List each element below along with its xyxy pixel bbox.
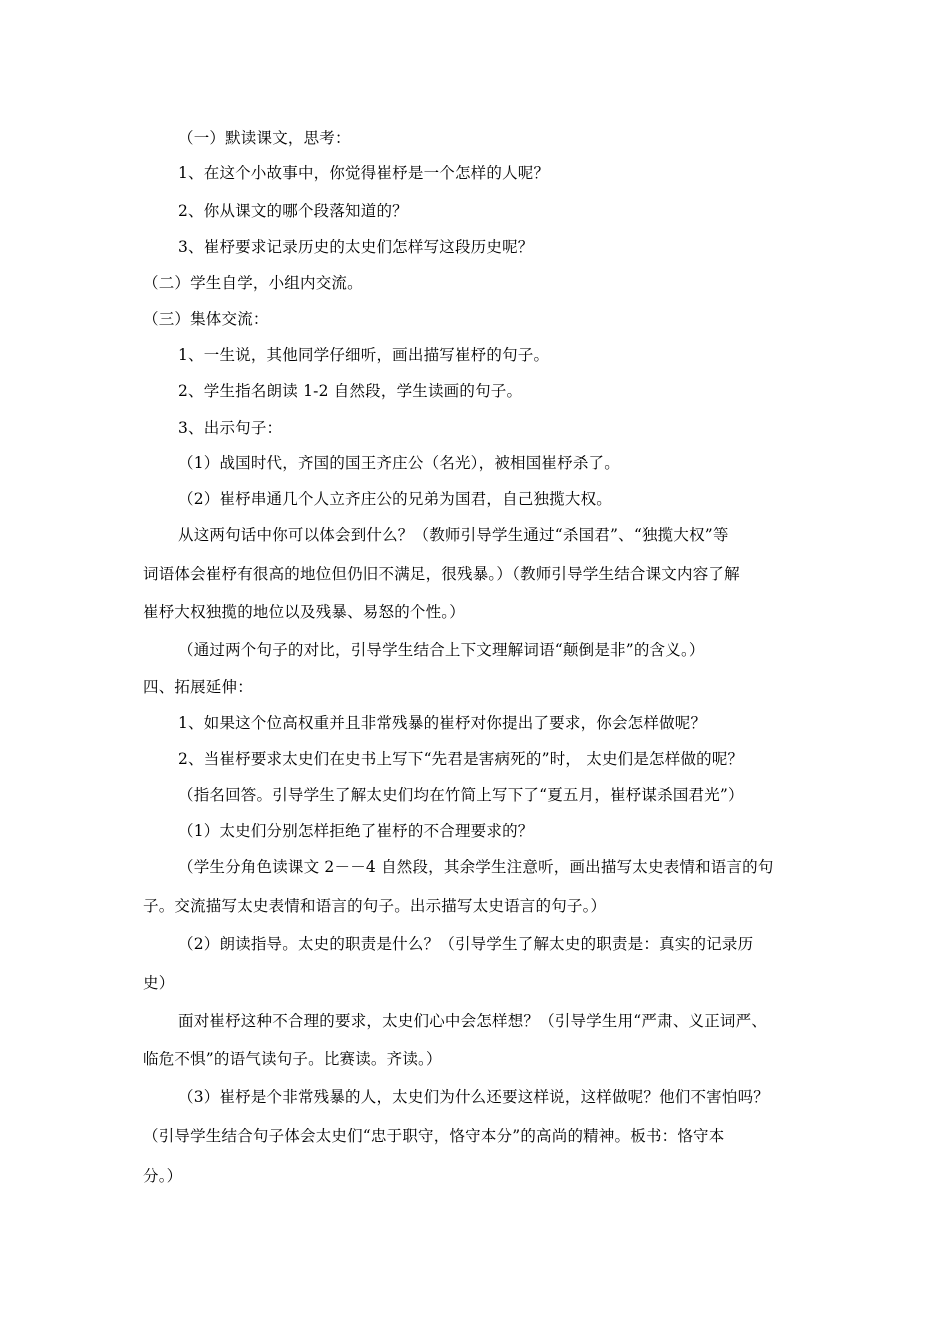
paragraph-line: 分。） xyxy=(143,1167,183,1185)
exchange-step-3: 3、出示句子： xyxy=(178,419,283,437)
paragraph-line: 崔杼大权独揽的地位以及残暴、易怒的个性。） xyxy=(143,603,465,621)
extension-question-2: 2、当崔杼要求太史们在史书上写下“先君是害病死的”时， 太史们是怎样做的呢？ xyxy=(178,750,744,768)
section-heading-extension: 四、拓展延伸： xyxy=(143,678,253,696)
comparison-note: （通过两个句子的对比，引导学生结合上下文理解词语“颠倒是非”的含义。） xyxy=(178,641,705,659)
paragraph-line: 临危不惧”的语气读句子。比赛读。齐读。） xyxy=(143,1050,442,1068)
sub-question-3: （3）崔杼是个非常残暴的人，太史们为什么还要这样说，这样做呢？他们不害怕吗？ xyxy=(178,1088,769,1106)
sentence-1: （1）战国时代，齐国的国王齐庄公（名光），被相国崔杼杀了。 xyxy=(178,454,620,472)
extension-question-1: 1、如果这个位高权重并且非常残暴的崔杼对你提出了要求，你会怎样做呢？ xyxy=(178,714,707,732)
exchange-step-2: 2、学生指名朗读 1-2 自然段，学生读画的句子。 xyxy=(178,382,523,400)
paragraph-line: （引导学生结合句子体会太史们“忠于职守，恪守本分”的高尚的精神。板书：恪守本 xyxy=(143,1127,725,1145)
question-3: 3、崔杼要求记录历史的太史们怎样写这段历史呢？ xyxy=(178,238,534,256)
question-1: 1、在这个小故事中，你觉得崔杼是一个怎样的人呢？ xyxy=(178,164,550,182)
exchange-step-1: 1、一生说，其他同学仔细听，画出描写崔杼的句子。 xyxy=(178,346,550,364)
sub-question-2: （2）朗读指导。太史的职责是什么？（引导学生了解太史的职责是：真实的记录历 xyxy=(178,935,754,953)
paragraph-line: 从这两句话中你可以体会到什么？（教师引导学生通过“杀国君”、“独揽大权”等 xyxy=(178,526,729,544)
paragraph-line: 子。交流描写太史表情和语言的句子。出示描写太史语言的句子。） xyxy=(143,897,607,915)
paragraph-line: 词语体会崔杼有很高的地位但仍旧不满足，很残暴。）（教师引导学生结合课文内容了解 xyxy=(143,565,740,583)
answer-note: （指名回答。引导学生了解太史们均在竹简上写下了“夏五月，崔杼谋杀国君光”） xyxy=(178,786,744,804)
paragraph-line: （学生分角色读课文 2－－4 自然段，其余学生注意听，画出描写太史表情和语言的句 xyxy=(178,858,774,876)
paragraph-line: 史） xyxy=(143,974,175,992)
section-heading-silent-reading: （一）默读课文，思考： xyxy=(178,129,351,147)
question-2: 2、你从课文的哪个段落知道的？ xyxy=(178,202,408,220)
sub-question-1: （1）太史们分别怎样拒绝了崔杼的不合理要求的？ xyxy=(178,822,534,840)
section-heading-self-study: （二）学生自学，小组内交流。 xyxy=(143,274,363,292)
paragraph-line: 面对崔杼这种不合理的要求，太史们心中会怎样想？（引导学生用“严肃、义正词严、 xyxy=(178,1012,768,1030)
sentence-2: （2）崔杼串通几个人立齐庄公的兄弟为国君，自己独揽大权。 xyxy=(178,490,612,508)
section-heading-group-exchange: （三）集体交流： xyxy=(143,310,269,328)
